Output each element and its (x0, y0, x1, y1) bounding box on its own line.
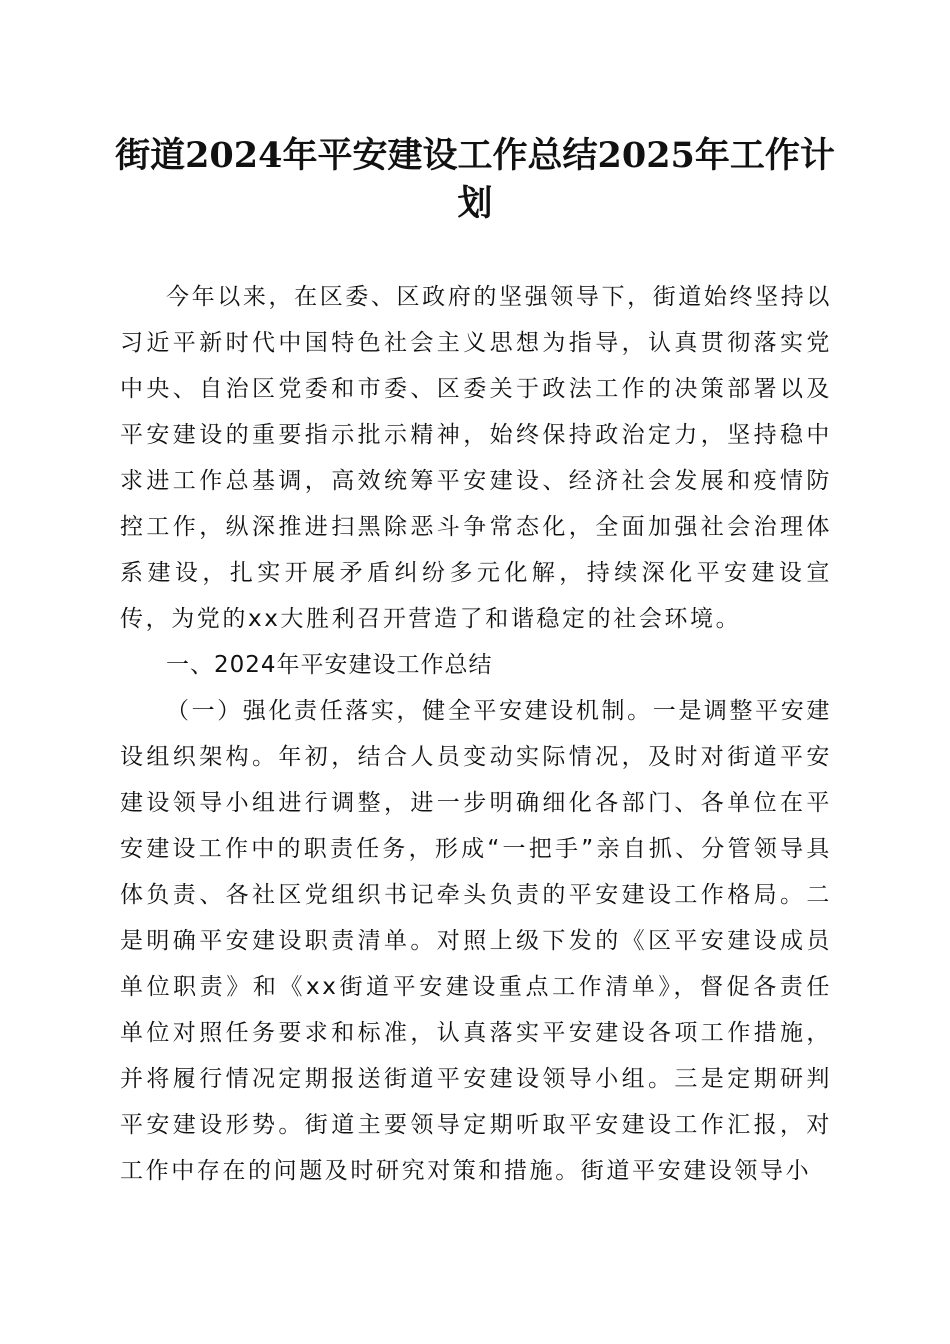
intro-paragraph: 今年以来，在区委、区政府的坚强领导下，街道始终坚持以习近平新时代中国特色社会主义思想为指导，认真贯彻落实党中央、自治区党委和市委、区委关于政法工作的决策部署以及平安建设的重要指示批示精神，始终保持政治定力，坚持稳中求进工作总基调，高效统筹平安建设、经济社会发展和疫情防控工作，纵深推进扫黑除恶斗争常态化，全面加强社会治理体系建设，扎实开展矛盾纠纷多元化解，持续深化平安建设宣传，为党的xx大胜利召开营造了和谐稳定的社会环境。 (120, 284, 832, 632)
section-heading: 一、2024年平安建设工作总结 (166, 652, 493, 678)
subsection-text: 一是调整平安建设组织架构。年初，结合人员变动实际情况，及时对街道平安建设领导小组进行调整，进一步明确细化各部门、各单位在平安建设工作中的职责任务，形成“一把手”亲自抓、分管领导具体负责、各社区党组织书记牵头负责的平安建设工作格局。二是明确平安建设职责清单。对照上级下发的《区平安建设成员单位职责》和《xx街道平安建设重点工作清单》，督促各责任单位对照任务要求和标准，认真落实平安建设各项工作措施，并将履行情况定期报送街道平安建设领导小组。三是定期研判平安建设形势。街道主要领导定期听取平安建设工作汇报，对工作中存在的问题及时研究对策和措施。街道平安建设领导小 (120, 698, 832, 1184)
document-body (120, 274, 832, 1194)
subsection-lead: （一）强化责任落实，健全平安建设机制。 (166, 698, 653, 724)
document-title: 街道2024年平安建设工作总结2025年工作计划 (115, 135, 835, 224)
subsection-paragraph (120, 688, 832, 1194)
